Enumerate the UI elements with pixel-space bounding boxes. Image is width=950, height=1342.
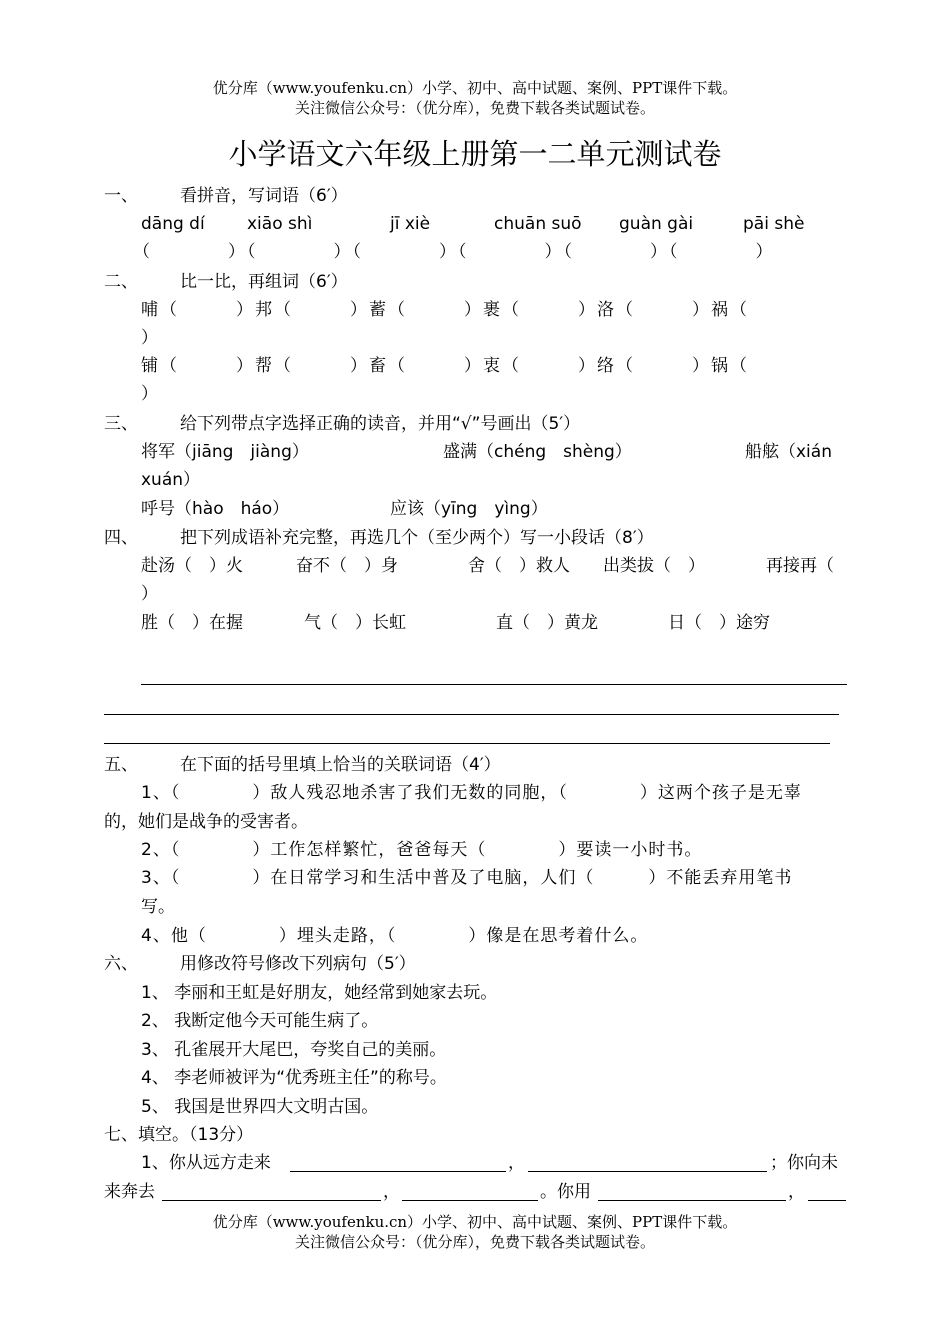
writing-line (104, 743, 830, 744)
section-3-heading (104, 414, 580, 434)
section-number: 四、 (104, 528, 138, 548)
fill-separator: 。你用 (540, 1182, 591, 1202)
fill-blank[interactable] (598, 1200, 786, 1201)
fill-blank[interactable] (402, 1200, 538, 1201)
reading-item-cont: xuán） (141, 470, 201, 490)
idiom-item: 出类拔（ ） (603, 556, 705, 576)
compare-row-2-end: ） (141, 384, 158, 404)
answer-blanks: （ ）（ ）（ ）（ ）（ ）（ ） (133, 242, 775, 262)
footer-line-2: 关注微信公众号：（优分库），免费下载各类试题试卷。 (294, 1233, 655, 1251)
page-title: 小学语文六年级上册第一二单元测试卷 (228, 137, 722, 171)
sentence-item: 5、 我国是世界四大文明古国。 (141, 1097, 379, 1117)
idiom-row-1-end: ） (141, 584, 158, 604)
header-line-1: 优分库（www.youfenku.cn）小学、初中、高中试题、案例、PPT课件下载。 (212, 79, 738, 97)
sentence-item: 3、 孔雀展开大尾巴，夸奖自己的美丽。 (141, 1040, 447, 1060)
reading-item: 船舷（xián (745, 442, 832, 462)
fill-separator: ， (788, 1182, 805, 1202)
compare-row-1-end: ） (141, 328, 158, 348)
idiom-item: 日（ ）途穷 (668, 613, 770, 633)
fill-line-2-start: 来奔去 (104, 1182, 155, 1202)
compare-row-2: 铺（ ）帮（ ）畜（ ）衷（ ）络（ ）锅（ (141, 356, 749, 376)
section-7-heading: 七、填空。（13分） (104, 1125, 254, 1145)
footer-line-1: 优分库（www.youfenku.cn）小学、初中、高中试题、案例、PPT课件下载。 (212, 1213, 738, 1231)
writing-line (104, 714, 839, 715)
question-line: 1、（ ）敌人残忍地杀害了我们无数的同胞，（ ）这两个孩子是无辜 (141, 783, 802, 803)
pinyin-item: guàn gài (619, 214, 694, 234)
fill-separator: ， (508, 1153, 525, 1173)
sentence-item: 4、 李老师被评为“优秀班主任”的称号。 (141, 1068, 447, 1088)
idiom-item: 奋不（ ）身 (296, 556, 398, 576)
question-line: 2、（ ）工作怎样繁忙，爸爸每天（ ）要读一小时书。 (141, 840, 703, 860)
pinyin-item: jī xiè (390, 214, 431, 234)
pinyin-item: pāi shè (743, 214, 805, 234)
fill-blank[interactable] (162, 1200, 381, 1201)
sentence-item: 1、 李丽和王虹是好朋友，她经常到她家去玩。 (141, 983, 498, 1003)
reading-item: 盛满（chéng shèng） (443, 442, 632, 462)
section-title: 在下面的括号里填上恰当的关联词语（4′） (180, 755, 501, 775)
section-2-heading (104, 272, 348, 292)
fill-blank[interactable] (808, 1200, 846, 1201)
section-number: 二、 (104, 272, 138, 292)
fill-line-1-start: 1、你从远方走来 (141, 1153, 271, 1173)
idiom-item: 舍（ ）救人 (468, 556, 570, 576)
section-number: 六、 (104, 954, 138, 974)
question-line: 的，她们是战争的受害者。 (104, 812, 308, 832)
section-number: 三、 (104, 414, 138, 434)
pinyin-item: chuān suō (494, 214, 582, 234)
writing-line (141, 684, 847, 685)
reading-item: 呼号（hào háo） (141, 499, 290, 519)
header-line-2: 关注微信公众号：（优分库），免费下载各类试题试卷。 (294, 99, 655, 117)
section-number: 五、 (104, 755, 138, 775)
sentence-item: 2、 我断定他今天可能生病了。 (141, 1011, 379, 1031)
question-line: 4、他（ ）埋头走路，（ ）像是在思考着什么。 (141, 926, 649, 946)
section-title: 看拼音，写词语（6′） (180, 186, 348, 206)
idiom-item: 胜（ ）在握 (141, 613, 243, 633)
section-5-heading (104, 755, 501, 775)
fill-separator: ， (383, 1182, 400, 1202)
fill-separator: ；你向未 (770, 1153, 838, 1173)
idiom-item: 直（ ）黄龙 (496, 613, 598, 633)
idiom-item: 赴汤（ ）火 (141, 556, 243, 576)
section-number: 一、 (104, 186, 138, 206)
section-title: 比一比，再组词（6′） (180, 272, 348, 292)
section-title: 给下列带点字选择正确的读音，并用“√”号画出（5′） (180, 414, 581, 434)
idiom-item: 再接再（ (766, 556, 834, 576)
section-1-heading (104, 186, 348, 206)
question-line: 3、（ ）在日常学习和生活中普及了电脑，人们（ ）不能丢弃用笔书 (141, 868, 793, 888)
pinyin-item: dāng dí (141, 214, 205, 234)
reading-item: 将军（jiāng jiàng） (141, 442, 309, 462)
idiom-item: 气（ ）长虹 (304, 613, 406, 633)
section-4-heading (104, 528, 654, 548)
fill-blank[interactable] (528, 1171, 767, 1172)
fill-blank[interactable] (290, 1171, 506, 1172)
pinyin-item: xiāo shì (247, 214, 313, 234)
reading-item: 应该（yīng yìng） (390, 499, 548, 519)
section-title: 把下列成语补充完整，再选几个（至少两个）写一小段话（8′） (180, 528, 654, 548)
question-line: 写。 (141, 897, 175, 917)
compare-row-1: 哺（ ）邦（ ）蓄（ ）裹（ ）洛（ ）祸（ (141, 300, 749, 320)
section-6-heading (104, 954, 416, 974)
section-title: 用修改符号修改下列病句（5′） (180, 954, 416, 974)
